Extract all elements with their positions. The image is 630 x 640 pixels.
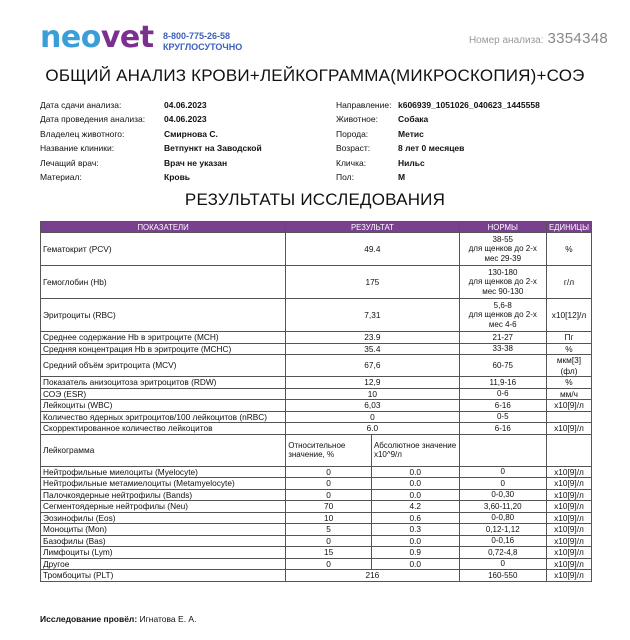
unit-value: x10[9]/л <box>546 512 591 524</box>
absolute-value: 0.0 <box>371 466 459 478</box>
norm-line: 0-6 <box>496 389 509 398</box>
table-row <box>41 332 592 344</box>
unit-value: мкм[3](фл) <box>546 355 591 377</box>
indicator-name: Лимфоциты (Lym) <box>41 547 286 559</box>
result-value: 6,03 <box>286 400 459 412</box>
info-row <box>40 141 262 155</box>
result-value: 0 <box>286 411 459 423</box>
indicator-name: Палочкоядерные нейтрофилы (Bands) <box>41 489 286 501</box>
absolute-value: 0.0 <box>371 489 459 501</box>
relative-value-header: Относительное значение, % <box>286 434 372 466</box>
absolute-value: 0.9 <box>371 547 459 559</box>
result-value: 35.4 <box>286 343 459 355</box>
norm-value <box>459 411 546 423</box>
info-row <box>40 112 262 126</box>
phone-number: 8-800-775-26-58 <box>163 31 231 41</box>
table-row <box>41 570 592 582</box>
indicator-name: Показатель анизоцитоза эритроцитов (RDW) <box>41 377 286 389</box>
relative-value: 0 <box>286 535 372 547</box>
result-value: 49.4 <box>286 233 459 266</box>
table-row <box>41 478 592 490</box>
result-value: 175 <box>286 266 459 299</box>
table-row <box>41 343 592 355</box>
info-value: k606939_1051026_040623_1445558 <box>398 100 540 110</box>
indicator-name: Нейтрофильные миелоциты (Myelocyte) <box>41 466 286 478</box>
unit-value: мм/ч <box>546 388 591 400</box>
table-header-row <box>41 222 592 233</box>
norm-line: 6-16 <box>494 400 511 410</box>
relative-value: 0 <box>286 558 372 570</box>
info-value: М <box>398 172 406 183</box>
norm-line: для щенков до 2-х <box>468 310 537 320</box>
indicator-name: СОЭ (ESR) <box>41 388 286 400</box>
table-row <box>41 411 592 423</box>
result-value: 10 <box>286 388 459 400</box>
norm-line: 60-75 <box>492 360 513 370</box>
unit-value: Пг <box>546 332 591 344</box>
unit-value: % <box>546 343 591 355</box>
norm-line: 6-16 <box>494 423 511 433</box>
indicator-name: Эритроциты (RBC) <box>41 299 286 332</box>
info-label: Дата сдачи анализа: <box>40 100 122 110</box>
footer-performer <box>40 614 196 624</box>
indicator-name: Средняя концентрация Hb в эритроците (MCHC) <box>41 343 286 355</box>
norm-value <box>459 343 546 355</box>
info-label: Кличка: <box>336 157 367 168</box>
info-value: 04.06.2023 <box>164 100 207 110</box>
results-title: РЕЗУЛЬТАТЫ ИССЛЕДОВАНИЯ <box>184 190 446 209</box>
relative-value: 70 <box>286 501 372 513</box>
norm-value: 0 <box>459 466 546 478</box>
unit-value: x10[9]/л <box>546 570 591 582</box>
indicator-name: Скорректированное количество лейкоцитов <box>41 423 286 435</box>
unit-value: % <box>546 233 591 266</box>
info-label: Пол: <box>336 172 354 183</box>
relative-value: 0 <box>286 478 372 490</box>
norm-value <box>459 299 546 332</box>
unit-value: x10[9]/л <box>546 466 591 478</box>
absolute-value-header: Абсолютное значение x10^9/л <box>371 434 459 466</box>
norm-value <box>459 332 546 344</box>
indicator-name: Эозинофилы (Eos) <box>41 512 286 524</box>
info-row <box>40 98 262 112</box>
norm-value: 0-0,16 <box>459 535 546 547</box>
indicator-name: Среднее содержание Hb в эритроците (MCH) <box>41 332 286 344</box>
relative-value: 0 <box>286 466 372 478</box>
norm-value: 0-0,80 <box>459 512 546 524</box>
info-label: Материал: <box>40 172 82 183</box>
result-value: 67,6 <box>286 355 459 377</box>
info-row <box>336 156 540 170</box>
norm-line: мес 90-130 <box>482 286 524 296</box>
unit-value: x10[9]/л <box>546 547 591 559</box>
unit-value: x10[9]/л <box>546 400 591 412</box>
unit-value: x10[9]/л <box>546 489 591 501</box>
table-row <box>41 377 592 389</box>
performer-label: Исследование провёл: <box>40 614 138 624</box>
norm-line: 130-180 <box>488 267 518 277</box>
norm-line: для щенков до 2-х <box>468 244 537 254</box>
table-row <box>41 547 592 559</box>
norm-line: 21-27 <box>492 332 513 342</box>
info-row <box>40 127 262 141</box>
leukogram-label: Лейкограмма <box>41 434 286 466</box>
relative-value: 10 <box>286 512 372 524</box>
info-label: Владелец животного: <box>40 128 125 139</box>
indicator-name: Базофилы (Bas) <box>41 535 286 547</box>
info-label: Лечащий врач: <box>40 157 99 168</box>
info-value: Кровь <box>164 172 191 183</box>
info-value: 8 лет 0 месяцев <box>398 143 465 154</box>
table-row <box>41 512 592 524</box>
col-header-unit: ЕДИНИЦЫ <box>546 222 591 233</box>
info-left <box>40 98 262 184</box>
indicator-name: Моноциты (Mon) <box>41 524 286 536</box>
info-label: Дата проведения анализа: <box>40 114 146 125</box>
info-label: Название клиники: <box>40 143 115 154</box>
results-table <box>40 221 592 582</box>
unit-value: x10[12]/л <box>546 299 591 332</box>
norm-line: 11,9-16 <box>489 377 517 387</box>
table-row <box>41 400 592 412</box>
indicator-name: Сегментоядерные нейтрофилы (Neu) <box>41 501 286 513</box>
norm-value <box>459 377 546 389</box>
info-row <box>336 170 540 184</box>
norm-value <box>459 266 546 299</box>
col-header-norm: НОРМЫ <box>459 222 546 233</box>
empty-cell <box>546 434 591 466</box>
norm-value: 0 <box>459 558 546 570</box>
table-row <box>41 299 592 332</box>
hours-label: КРУГЛОСУТОЧНО <box>163 42 243 52</box>
norm-line: 38-55 <box>492 234 513 244</box>
info-value: Собака <box>398 114 429 125</box>
absolute-value: 0.0 <box>371 478 459 490</box>
indicator-name: Нейтрофильные метамиелоциты (Metamyelocyte) <box>41 478 286 490</box>
neovet-logo: neovet <box>40 20 154 55</box>
unit-value: г/л <box>546 266 591 299</box>
info-value: Метис <box>398 128 424 139</box>
norm-value <box>459 423 546 435</box>
table-row <box>41 535 592 547</box>
absolute-value: 0.3 <box>371 524 459 536</box>
info-value: 04.06.2023 <box>164 114 207 125</box>
absolute-value: 0.0 <box>371 535 459 547</box>
info-value: Врач не указан <box>164 157 228 168</box>
result-value: 12,9 <box>286 377 459 389</box>
norm-line: 33-38 <box>492 344 513 353</box>
norm-value <box>459 233 546 266</box>
unit-value: x10[9]/л <box>546 524 591 536</box>
table-row <box>41 266 592 299</box>
norm-value: 0,12-1,12 <box>459 524 546 536</box>
norm-value: 160-550 <box>459 570 546 582</box>
unit-value: x10[9]/л <box>546 478 591 490</box>
empty-cell <box>459 434 546 466</box>
unit-value: x10[9]/л <box>546 558 591 570</box>
info-label: Возраст: <box>336 143 371 154</box>
info-label: Порода: <box>336 128 369 139</box>
result-value: 7,31 <box>286 299 459 332</box>
unit-value: x10[9]/л <box>546 535 591 547</box>
norm-line: для щенков до 2-х <box>468 277 537 287</box>
unit-value: x10[9]/л <box>546 501 591 513</box>
contact-block <box>163 31 242 53</box>
info-right <box>336 98 540 184</box>
info-row <box>40 156 262 170</box>
table-row <box>41 466 592 478</box>
norm-value: 3,60-11,20 <box>459 501 546 513</box>
report-header <box>0 0 630 62</box>
norm-value: 0-0,30 <box>459 489 546 501</box>
unit-value: % <box>546 377 591 389</box>
relative-value: 0 <box>286 489 372 501</box>
norm-value <box>459 400 546 412</box>
norm-value <box>459 355 546 377</box>
indicator-name: Другое <box>41 558 286 570</box>
indicator-name: Гемоглобин (Hb) <box>41 266 286 299</box>
info-row <box>336 141 540 155</box>
table-row <box>41 524 592 536</box>
info-row <box>336 112 540 126</box>
info-value: Нильс <box>398 157 425 168</box>
indicator-name: Количество ядерных эритроцитов/100 лейкоцитов (nRBC) <box>41 411 286 423</box>
table-row <box>41 501 592 513</box>
indicator-name: Тромбоциты (PLT) <box>41 570 286 582</box>
indicator-name: Гематокрит (PCV) <box>41 233 286 266</box>
absolute-value: 0.6 <box>371 512 459 524</box>
unit-value: x10[9]/л <box>546 423 591 435</box>
indicator-name: Средний объём эритроцита (MCV) <box>41 355 286 377</box>
report-title: ОБЩИЙ АНАЛИЗ КРОВИ+ЛЕЙКОГРАММА(МИКРОСКОПИЯ)+СОЭ <box>45 66 585 85</box>
info-row <box>40 170 262 184</box>
norm-line: мес 29-39 <box>484 253 522 263</box>
info-row <box>336 127 540 141</box>
absolute-value: 4.2 <box>371 501 459 513</box>
result-value: 23.9 <box>286 332 459 344</box>
info-label: Животное: <box>336 114 378 125</box>
leukogram-header-row <box>41 434 592 466</box>
info-value: Ветпункт на Заводской <box>164 143 262 154</box>
table-row <box>41 423 592 435</box>
norm-value: 0 <box>459 478 546 490</box>
indicator-name: Лейкоциты (WBC) <box>41 400 286 412</box>
absolute-value: 0.0 <box>371 558 459 570</box>
norm-line: 0-5 <box>496 412 509 421</box>
result-value: 6.0 <box>286 423 459 435</box>
info-row <box>336 98 540 112</box>
col-header-result: РЕЗУЛЬТАТ <box>286 222 459 233</box>
relative-value: 5 <box>286 524 372 536</box>
info-value: Смирнова С. <box>164 128 218 139</box>
norm-line: 5,6-8 <box>493 300 512 310</box>
relative-value: 15 <box>286 547 372 559</box>
analysis-number <box>469 30 608 47</box>
table-row <box>41 558 592 570</box>
table-row <box>41 233 592 266</box>
norm-value: 0,72-4,8 <box>459 547 546 559</box>
norm-value <box>459 388 546 400</box>
info-label: Направление: <box>336 100 392 110</box>
performer-name: Игнатова Е. А. <box>139 614 197 624</box>
analysis-number-label: Номер анализа: <box>468 35 544 46</box>
table-row <box>41 355 592 377</box>
table-row <box>41 388 592 400</box>
table-row <box>41 489 592 501</box>
result-value: 216 <box>286 570 459 582</box>
norm-line: мес 4-6 <box>488 319 517 329</box>
unit-value <box>546 411 591 423</box>
col-header-indicator: ПОКАЗАТЕЛИ <box>41 222 286 233</box>
analysis-number-value: 3354348 <box>547 30 608 47</box>
